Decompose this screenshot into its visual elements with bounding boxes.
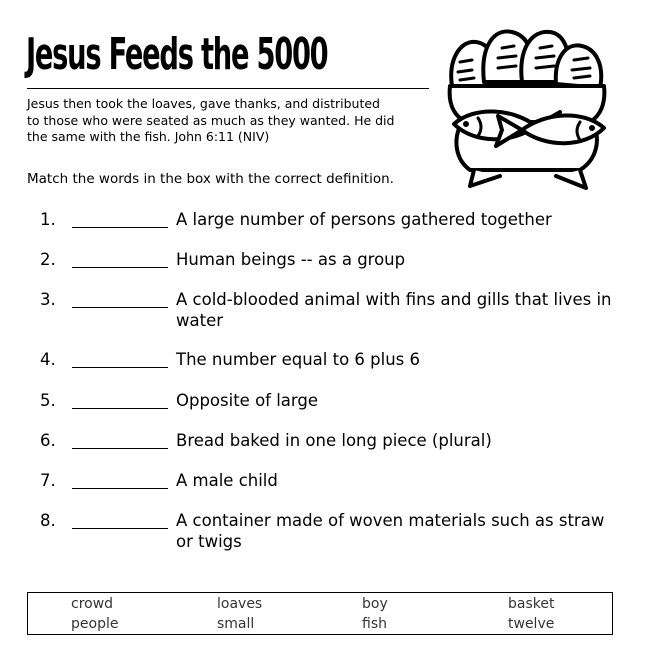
question-definition [176, 470, 636, 491]
question-definition [176, 430, 636, 451]
answer-blank[interactable] [72, 408, 168, 409]
question-number: 7. [40, 471, 56, 490]
answer-blank[interactable] [72, 267, 168, 268]
word-bank-word: small [217, 616, 255, 632]
word-bank-word: crowd [71, 596, 114, 612]
question-definition [176, 349, 636, 370]
word-bank-word: twelve [508, 616, 555, 632]
word-bank-word: boy [362, 596, 388, 612]
answer-blank[interactable] [72, 227, 168, 228]
question-definition [176, 390, 636, 411]
question-number: 5. [40, 391, 56, 410]
title-divider [27, 88, 429, 89]
word-bank [27, 592, 613, 635]
verse-line: to those who were seated as much as they wanted. He did [27, 112, 395, 128]
instructions: Match the words in the box with the correct definition. [27, 171, 394, 187]
definition-line: A cold-blooded animal with fins and gills that lives in [176, 290, 612, 309]
question-definition [176, 209, 636, 230]
definition-line: water [176, 311, 224, 330]
answer-blank[interactable] [72, 488, 168, 489]
bread-basket-with-fish-icon [440, 20, 616, 196]
definition-line: Bread baked in one long piece (plural) [176, 431, 492, 450]
word-bank-word: fish [362, 616, 387, 632]
definition-line: A container made of woven materials such as straw [176, 511, 605, 530]
answer-blank[interactable] [72, 448, 168, 449]
question-definition [176, 510, 636, 552]
answer-blank[interactable] [72, 307, 168, 308]
question-definition [176, 249, 636, 270]
definition-line: or twigs [176, 532, 242, 551]
question-number: 6. [40, 431, 56, 450]
verse-line: Jesus then took the loaves, gave thanks, and distributed [27, 96, 380, 111]
question-number: 4. [40, 350, 56, 369]
question-number: 2. [40, 250, 56, 269]
definition-line: Opposite of large [176, 391, 319, 410]
word-bank-word: loaves [217, 596, 263, 612]
question-number: 8. [40, 511, 56, 530]
definition-line: Human beings -- as a group [176, 250, 406, 269]
definition-line: A large number of persons gathered together [176, 210, 552, 229]
word-bank-word: basket [508, 596, 555, 612]
bible-verse [27, 96, 437, 146]
answer-blank[interactable] [72, 367, 168, 368]
question-number: 3. [40, 290, 56, 309]
word-bank-word: people [71, 616, 119, 632]
page-title: Jesus Feeds the 5000 [26, 29, 328, 80]
question-definition [176, 289, 636, 331]
definition-line: The number equal to 6 plus 6 [176, 350, 421, 369]
verse-line: the same with the fish. John 6:11 (NIV) [27, 129, 270, 144]
answer-blank[interactable] [72, 528, 168, 529]
definition-line: A male child [176, 471, 278, 490]
question-number: 1. [40, 210, 56, 229]
